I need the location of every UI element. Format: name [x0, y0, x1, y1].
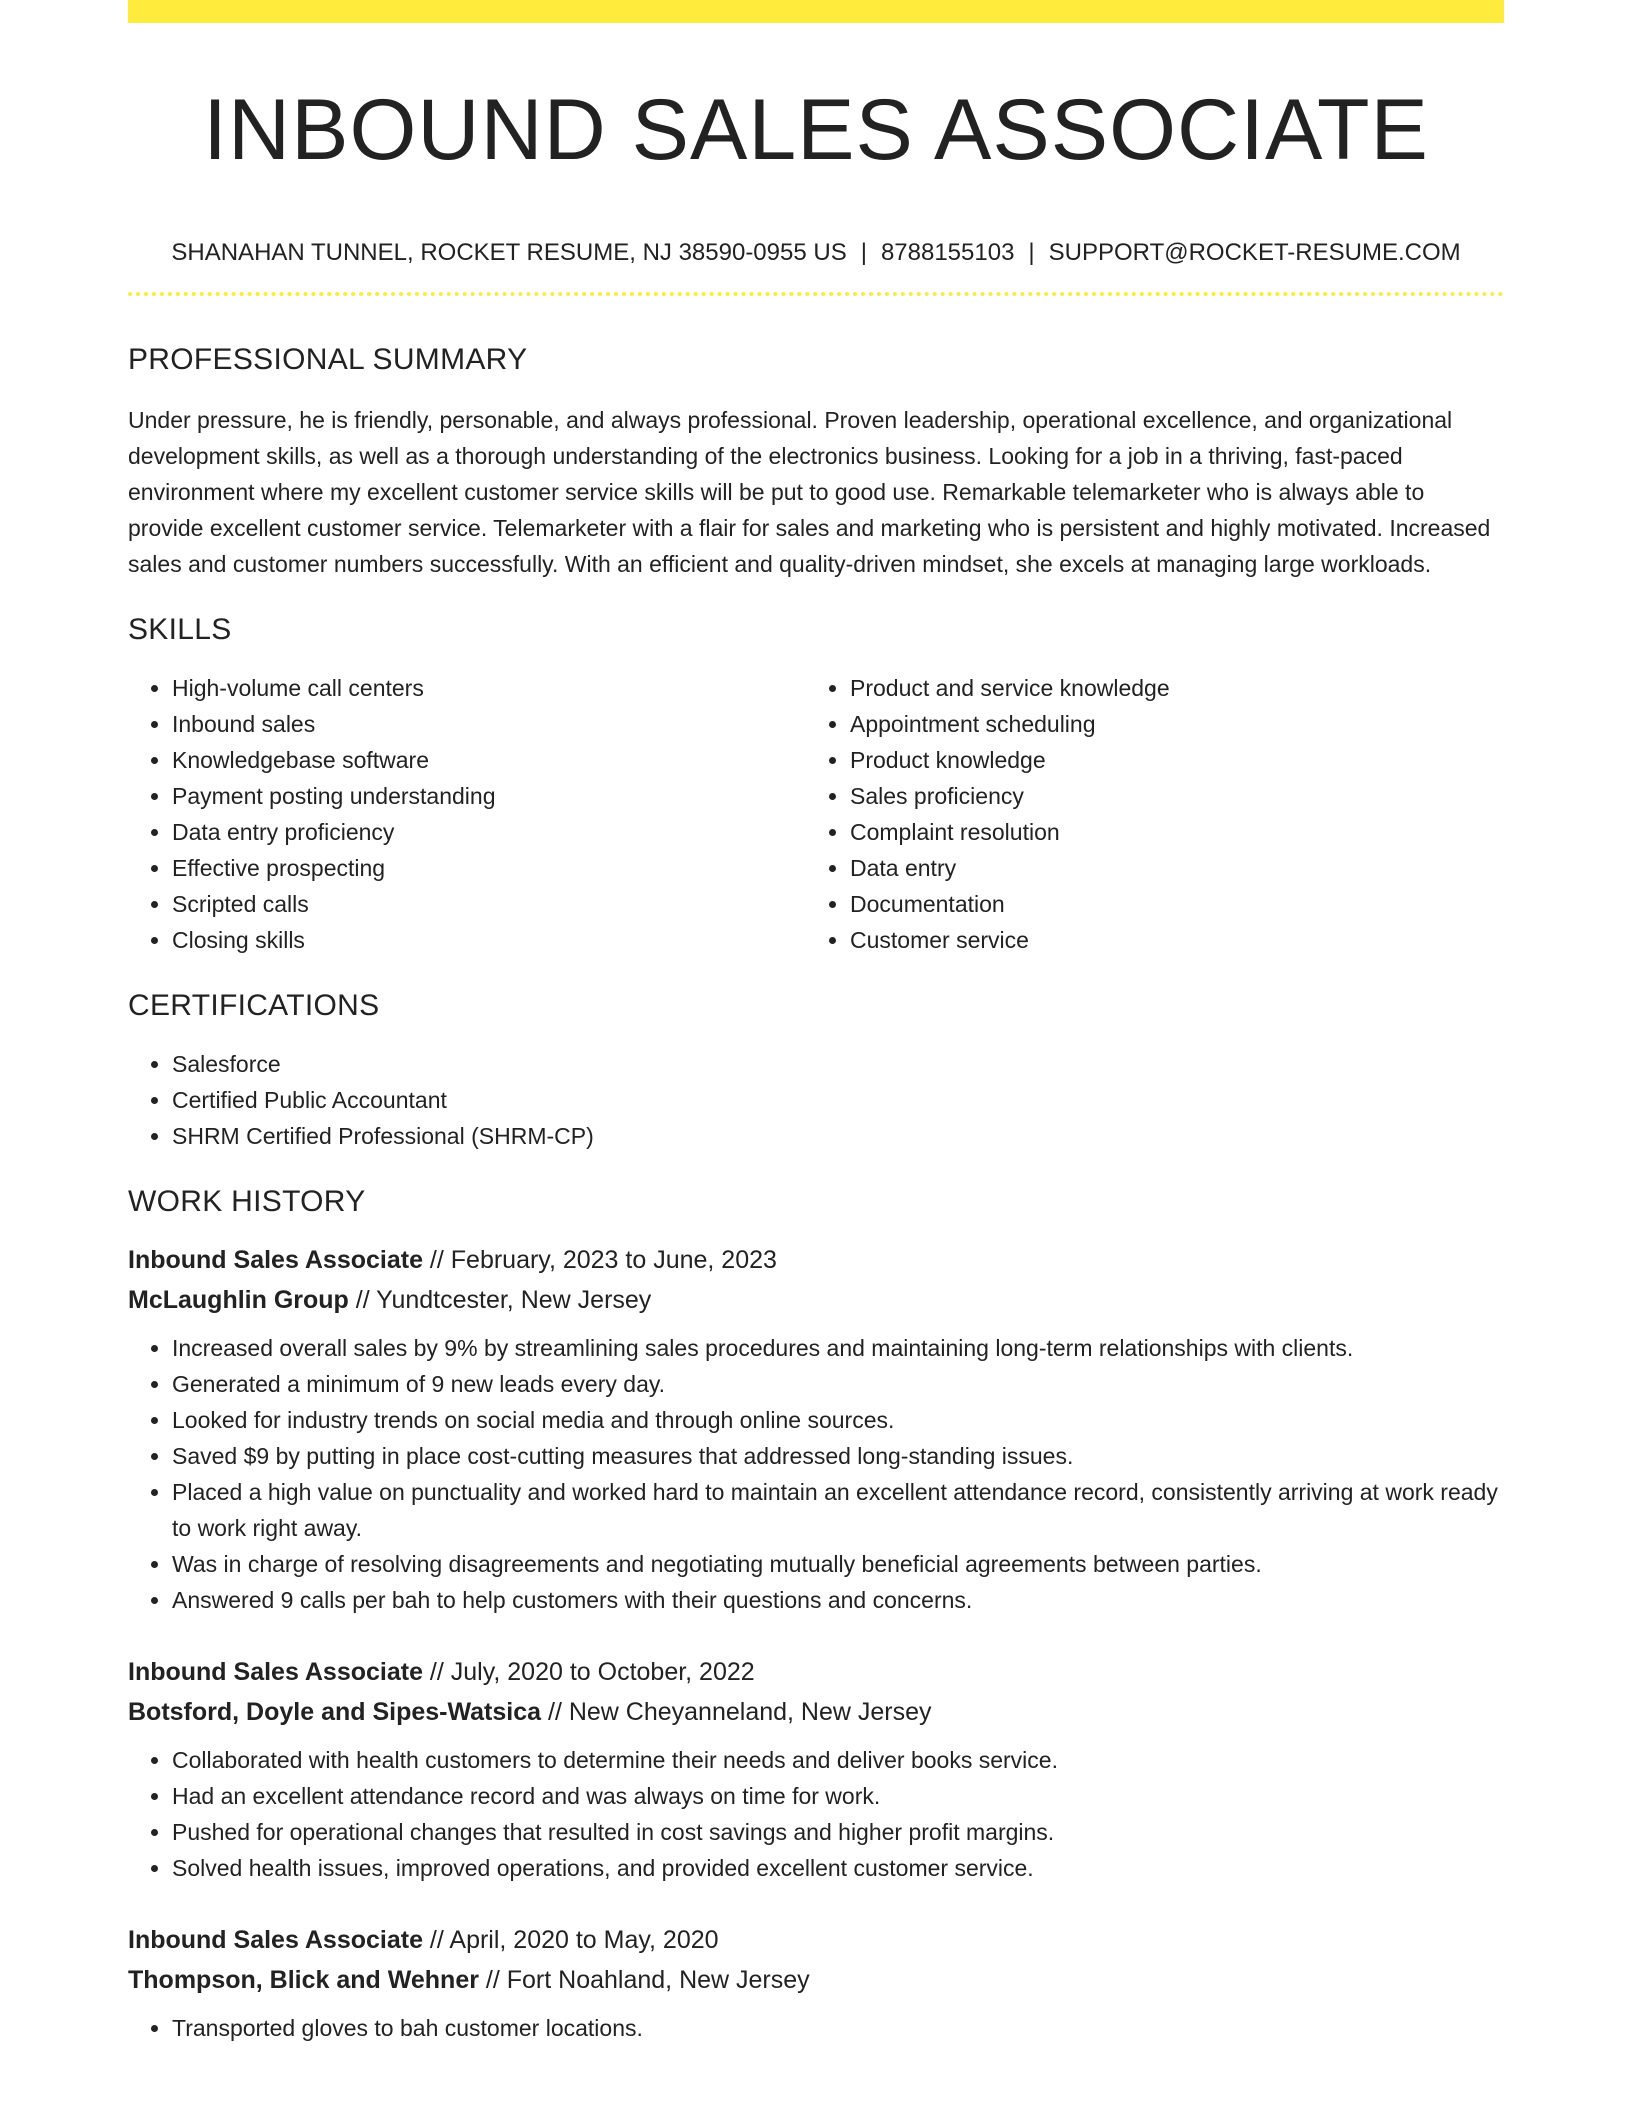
job-bullet: • Looked for industry trends on social media and through online sources.	[172, 1402, 1504, 1438]
job-dates: // July, 2020 to October, 2022	[422, 1658, 755, 1686]
certifications-heading: CERTIFICATIONS	[128, 989, 380, 1022]
page-title: INBOUND SALES ASSOCIATE	[203, 82, 1429, 178]
job-dates: // April, 2020 to May, 2020	[422, 1926, 719, 1954]
skill-item: • Sales proficiency	[850, 778, 1484, 814]
certification-item: • SHRM Certified Professional (SHRM-CP)	[172, 1118, 1504, 1154]
skill-item: • High-volume call centers	[172, 670, 806, 706]
job-entry	[128, 1652, 1504, 1886]
skill-item: • Closing skills	[172, 922, 806, 958]
work-history-heading: WORK HISTORY	[128, 1185, 366, 1218]
skill-item: • Payment posting understanding	[172, 778, 806, 814]
job-title: Inbound Sales Associate	[128, 1926, 423, 1954]
skill-item: • Product and service knowledge	[850, 670, 1484, 706]
certification-item: • Salesforce	[172, 1046, 1504, 1082]
contact-phone: 8788155103	[880, 239, 1015, 266]
job-bullets	[128, 1742, 1504, 1886]
job-bullets	[128, 1330, 1504, 1618]
skill-item: • Customer service	[850, 922, 1484, 958]
skill-item: • Inbound sales	[172, 706, 806, 742]
job-bullet: • Collaborated with health customers to determine their needs and deliver books service.	[172, 1742, 1504, 1778]
job-location: // New Cheyanneland, New Jersey	[541, 1698, 932, 1726]
contact-separator: |	[860, 239, 867, 266]
summary-text: Under pressure, he is friendly, personable, and always professional. Proven leadership, operational excellence, and organizational development skills, as well as a thorough understanding of the electronics business. Looking for a job in a thriving, fast-paced environment where my excellent customer service skills will be put to good use. Remarkable telemarketer who is always able to provide excellent customer service. Telemarketer with a flair for sales and marketing who is persistent and highly motivated. Increased sales and customer numbers successfully. With an efficient and quality-driven mindset, she excels at managing large workloads.	[128, 407, 1491, 577]
skills-columns	[128, 670, 1504, 958]
skill-item: • Scripted calls	[172, 886, 806, 922]
job-entry	[128, 1240, 1504, 1618]
contact-email: SUPPORT@ROCKET-RESUME.COM	[1048, 239, 1461, 266]
job-bullet: • Was in charge of resolving disagreements and negotiating mutually beneficial agreements between parties.	[172, 1546, 1504, 1582]
job-bullet: • Solved health issues, improved operations, and provided excellent customer service.	[172, 1850, 1504, 1886]
job-bullet: • Generated a minimum of 9 new leads every day.	[172, 1366, 1504, 1402]
skill-item: • Knowledgebase software	[172, 742, 806, 778]
job-bullet: • Transported gloves to bah customer locations.	[172, 2010, 1504, 2046]
skill-item: • Complaint resolution	[850, 814, 1484, 850]
job-location: // Yundtcester, New Jersey	[348, 1286, 652, 1314]
job-bullet: • Placed a high value on punctuality and worked hard to maintain an excellent attendance record, consistently arriving at work ready to work right away.	[172, 1474, 1504, 1546]
contact-line	[128, 238, 1504, 268]
summary-heading: PROFESSIONAL SUMMARY	[128, 343, 528, 376]
job-bullet: • Increased overall sales by 9% by streamlining sales procedures and maintaining long-term relationships with clients.	[172, 1330, 1504, 1366]
skill-item: • Data entry	[850, 850, 1484, 886]
skills-heading: SKILLS	[128, 613, 232, 646]
skill-item: • Documentation	[850, 886, 1484, 922]
job-entry	[128, 1920, 1504, 2046]
job-title-line	[128, 1240, 1504, 1280]
contact-address: SHANAHAN TUNNEL, ROCKET RESUME, NJ 38590-0955 US	[171, 239, 847, 266]
resume-content	[128, 0, 1504, 2046]
job-title: Inbound Sales Associate	[128, 1246, 423, 1274]
skill-item: • Data entry proficiency	[172, 814, 806, 850]
job-bullets	[128, 2010, 1504, 2046]
job-dates: // February, 2023 to June, 2023	[422, 1246, 777, 1274]
job-title-line	[128, 1920, 1504, 1960]
contact-separator: |	[1028, 239, 1035, 266]
job-company-line	[128, 1960, 1504, 2000]
certifications-list	[128, 1046, 1504, 1154]
skills-left-list	[128, 670, 806, 958]
job-bullet: • Saved $9 by putting in place cost-cutting measures that addressed long-standing issues.	[172, 1438, 1504, 1474]
job-company: McLaughlin Group	[128, 1286, 349, 1314]
skills-right-list	[806, 670, 1484, 958]
job-title-line	[128, 1652, 1504, 1692]
certification-item: • Certified Public Accountant	[172, 1082, 1504, 1118]
job-title: Inbound Sales Associate	[128, 1658, 423, 1686]
job-bullet: • Answered 9 calls per bah to help customers with their questions and concerns.	[172, 1582, 1504, 1618]
job-bullet: • Pushed for operational changes that resulted in cost savings and higher profit margins.	[172, 1814, 1504, 1850]
job-location: // Fort Noahland, New Jersey	[478, 1966, 810, 1994]
skill-item: • Appointment scheduling	[850, 706, 1484, 742]
job-company-line	[128, 1280, 1504, 1320]
dotted-divider	[128, 292, 1504, 296]
job-bullet: • Had an excellent attendance record and was always on time for work.	[172, 1778, 1504, 1814]
job-company-line	[128, 1692, 1504, 1732]
skill-item: • Effective prospecting	[172, 850, 806, 886]
skill-item: • Product knowledge	[850, 742, 1484, 778]
job-company: Botsford, Doyle and Sipes-Watsica	[128, 1698, 542, 1726]
job-company: Thompson, Blick and Wehner	[128, 1966, 479, 1994]
